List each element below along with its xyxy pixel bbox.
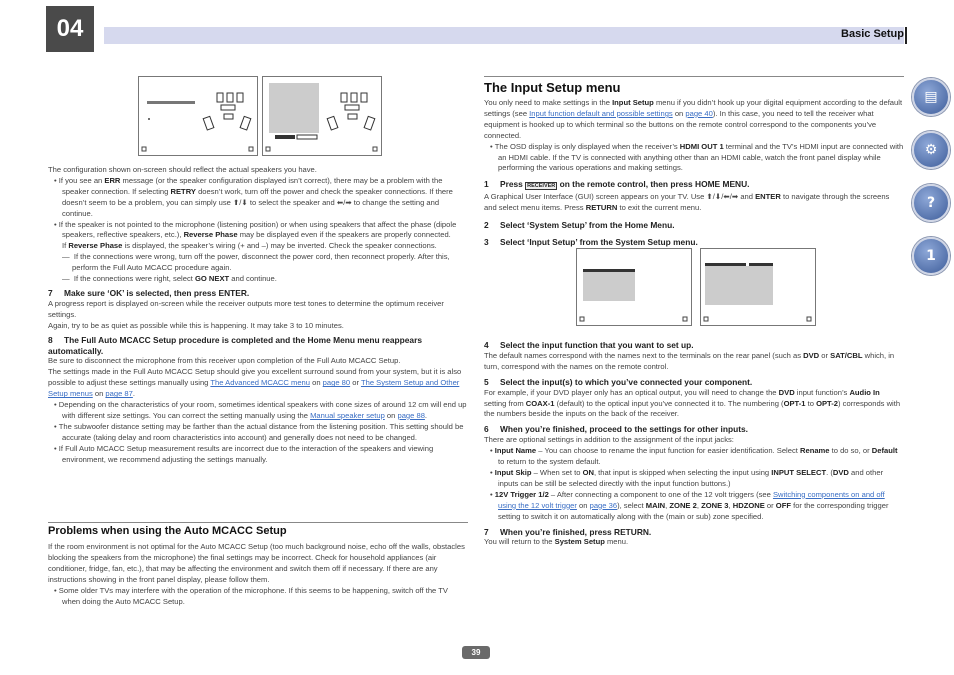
- question-icon[interactable]: ?: [912, 184, 950, 222]
- link-page-36[interactable]: page 36: [589, 500, 618, 510]
- link-advanced-mcacc[interactable]: The Advanced MCACC menu: [210, 378, 310, 388]
- link-page-87[interactable]: page 87: [105, 389, 133, 399]
- intro-text: The configuration shown on-screen should reflect the actual speakers you have.: [48, 165, 317, 174]
- receiver-key: RECEIVER: [527, 183, 556, 190]
- bullet-reverse-phase: • If the speaker is not pointed to the microphone (listening position) or when using speakers that affect the phase (dipole speakers, reflective speakers, etc.), Reverse Phase may be displayed even if the speakers are properly connected.: [54, 219, 457, 240]
- step-6-optional: There are optional settings in addition to the assignment of the input jacks:: [484, 435, 734, 445]
- step-7-right: 7 When you’re finished, press RETURN.: [484, 526, 652, 537]
- book-icon[interactable]: ▤: [912, 78, 950, 116]
- input-setup-intro: You only need to make settings in the Input Setup menu if you didn’t hook up your digital equipment according to the default settings (see Input function default and possible settings on page 40). In this case, you need to tell the receiver what equipment is hooked up to which terminal so the buttons on the remote control correspond to the components you’ve connected.: [484, 98, 903, 140]
- step-7-return: You will return to the System Setup menu.: [484, 537, 629, 547]
- link-manual-speaker-setup[interactable]: Manual speaker setup: [310, 410, 385, 420]
- home-menu-illustration: [577, 249, 691, 325]
- problems-rule: [48, 522, 468, 523]
- link-input-default[interactable]: Input function default and possible settings: [529, 108, 673, 118]
- header-divider: [905, 27, 907, 44]
- link-system-setup-menus[interactable]: The System Setup and Other Setup menus: [48, 378, 460, 399]
- step-7-quiet: Again, try to be as quiet as possible while this is happening. It may take 3 to 10 minutes.: [48, 320, 344, 330]
- link-page-80[interactable]: page 80: [322, 378, 351, 388]
- input-setup-screen: [700, 248, 816, 326]
- right-column: [484, 80, 904, 248]
- bullet-err: • If you see an ERR message (or the speaker configuration displayed isn’t correct), there may be a problem with the speaker connection. If selecting RETRY doesn’t work, turn off the power and check the speaker connections. If there doesn’t seem to be a problem, you can simply use ⬆/⬇ to select the speaker and ⬅/➡ to change the setting and continue.: [54, 175, 453, 218]
- input-setup-heading: The Input Setup menu: [484, 80, 621, 95]
- section-title: Basic Setup: [841, 28, 904, 40]
- bullet-incorrect-results: • If Full Auto MCACC Setup measurement results are incorrect due to the interaction of the speakers and viewing environment, we recommend adjusting the settings manually.: [54, 443, 434, 464]
- problems-section: [48, 525, 468, 607]
- page-number: 39: [462, 646, 490, 659]
- home-menu-screen: [576, 248, 692, 326]
- step-5: 5 Select the input(s) to which you’ve connected your component.: [484, 376, 753, 387]
- step-3: 3 Select ‘Input Setup’ from the System Setup menu.: [484, 236, 698, 247]
- step-1-gui: A Graphical User Interface (GUI) screen appears on your TV. Use ⬆/⬇/⬅/➡ and ENTER to navigate through the screens and select menu items. Press RETURN to exit the current menu.: [484, 192, 890, 213]
- left-column: [48, 165, 468, 465]
- bullet-input-skip: • Input Skip – When set to ON, that input is skipped when selecting the input using INPUT SELECT. (DVD and other inputs can be still be selected directly with the input function buttons.): [490, 467, 884, 488]
- remote-icon[interactable]: ⚙: [912, 131, 950, 169]
- bullet-osd: • The OSD display is only displayed when the receiver’s HDMI OUT 1 terminal and the TV’s HDMI input are connected with an HDMI cable. If the TV is connected with anything other than an HDMI cable, watch the front panel display while performing the various operations and making settings.: [490, 141, 904, 173]
- step-5-example: For example, if your DVD player only has an optical output, you will need to change the DVD input function’s Audio In setting from COAX-1 (default) to the optical input you’ve connected it to. The numbering (OPT-1 to OPT-2) corresponds with the numbers beside the inputs on the back of the receiver.: [484, 387, 901, 419]
- speaker-check-screen: [138, 76, 258, 156]
- bullet-12v-trigger: • 12V Trigger 1/2 – After connecting a component to one of the 12 volt triggers (see Switching components on and off using the 12 volt trigger on page 36), select MAIN, ZONE 2, ZONE 3, HDZONE or OFF for the corresponding trigger setting to switch it on automatically along with the (main or sub) zone specified.: [490, 489, 889, 521]
- reverse-note: If Reverse Phase is displayed, the speaker’s wiring (+ and –) may be inverted. Check the speaker connections.: [62, 241, 437, 251]
- chapter-number: 04: [46, 6, 94, 52]
- link-12v-trigger[interactable]: Switching components on and off using the 12 volt trigger: [498, 489, 885, 510]
- dash-right-connection: — If the connections were right, select GO NEXT and continue.: [62, 274, 277, 284]
- right-column-lower: [484, 337, 904, 548]
- bullet-cone-size: • Depending on the characteristics of your room, sometimes identical speakers with cone sizes of around 12 cm will end up with different size settings. You can correct the setting manually using the Manual speaker setup on page 88.: [54, 400, 467, 420]
- link-page-40[interactable]: page 40: [685, 108, 713, 118]
- problems-heading: Problems when using the Auto MCACC Setup: [48, 525, 287, 537]
- input-setup-rule: [484, 76, 904, 77]
- bullet-subwoofer: • The subwoofer distance setting may be farther than the actual distance from the listening position. This setting should be accurate (taking delay and room characteristics into account) and generally does not need to be changed.: [54, 421, 464, 442]
- problems-text: If the room environment is not optimal for the Auto MCACC Setup (too much background noise, echo off the walls, obstacles blocking the speakers from the microphone) the final settings may be incorrect. Check for household appliances (air conditioner, fridge, fan, etc.), that may be affecting the environment and switch them off if necessary. If there are any instructions showing in the front panel display, please follow them.: [48, 542, 465, 584]
- speaker-result-illustration: [263, 77, 381, 155]
- link-page-88[interactable]: page 88: [397, 410, 425, 420]
- step-7-left: 7 Make sure ‘OK’ is selected, then press ENTER.: [48, 287, 250, 298]
- bullet-older-tvs: • Some older TVs may interfere with the operation of the microphone. If this seems to be happening, switch off the TV when doing the Auto MCACC Setup.: [54, 585, 448, 606]
- step-7-progress: A progress report is displayed on-screen while the receiver outputs more test tones to determine the optimum receiver settings.: [48, 298, 444, 319]
- step-8: 8 The Full Auto MCACC Setup procedure is completed and the Home Menu menu reappears automatically.: [48, 334, 422, 356]
- input-setup-illustration: [701, 249, 815, 325]
- header-bar: [104, 27, 904, 44]
- numbered-guide-icon[interactable]: 1: [912, 237, 950, 275]
- step-6: 6 When you’re finished, proceed to the settings for other inputs.: [484, 424, 749, 435]
- step-4: 4 Select the input function that you want to set up.: [484, 340, 694, 350]
- speaker-layout-illustration: [139, 77, 257, 155]
- step-1: 1 Press RECEIVER on the remote control, then press HOME MENU.: [484, 179, 750, 190]
- speaker-result-screen: [262, 76, 382, 156]
- bullet-input-name: • Input Name – You can choose to rename the input function for easier identification. Select Rename to do so, or Default to return to the system default.: [490, 446, 898, 467]
- dash-wrong-connection: — If the connections were wrong, turn off the power, disconnect the power cord, then reconnect properly. After this, perform the Full Auto MCACC procedure again.: [62, 252, 450, 273]
- step-4-defaults: The default names correspond with the names next to the terminals on the rear panel (such as DVD or SAT/CBL which, in turn, correspond with the names on the remote control.: [484, 350, 895, 371]
- step-8-disconnect: Be sure to disconnect the microphone from this receiver upon completion of the Full Auto MCACC Setup.: [48, 356, 401, 366]
- step-8-manual: The settings made in the Full Auto MCACC Setup should give you excellent surround sound from your system, but it is also possible to adjust these settings manually using The Advanced MCACC menu on page 80 or The System Setup and Other Setup menus on page 87.: [48, 367, 462, 399]
- step-2: 2 Select ‘System Setup’ from the Home Menu.: [484, 220, 675, 231]
